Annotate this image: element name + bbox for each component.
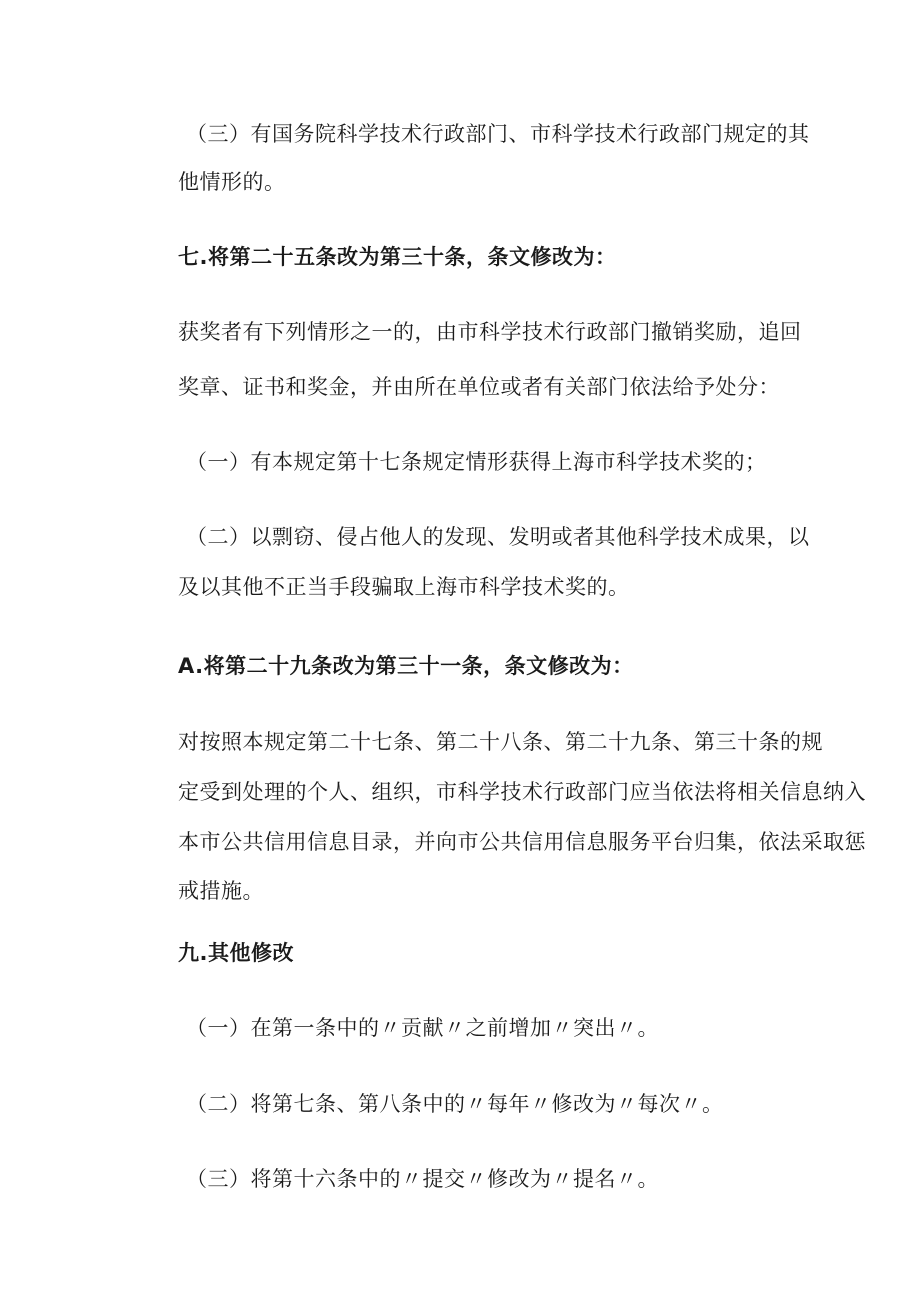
paragraph-line: 本市公共信用信息目录，并向市公共信用信息服务平台归集，依法采取惩 <box>178 830 866 854</box>
paragraph-line: 获奖者有下列情形之一的，由市科学技术行政部门撤销奖励，追回 <box>178 320 802 344</box>
paragraph-line: 对按照本规定第二十七条、第二十八条、第二十九条、第三十条的规 <box>178 730 823 754</box>
list-item: （一）在第一条中的〃贡献〃之前增加〃突出〃。 <box>186 1016 659 1040</box>
paragraph-line: 定受到处理的个人、组织，市科学技术行政部门应当依法将相关信息纳入 <box>178 780 866 804</box>
paragraph-line: 戒措施。 <box>178 879 264 903</box>
section-heading-8: A.将第二十九条改为第三十一条，条文修改为： <box>178 654 634 678</box>
list-item: （一）有本规定第十七条规定情形获得上海市科学技术奖的； <box>186 450 767 474</box>
paragraph-line: （三）有国务院科学技术行政部门、市科学技术行政部门规定的其 <box>186 122 810 146</box>
paragraph-line: 他情形的。 <box>178 170 286 194</box>
list-item: （二）将第七条、第八条中的〃每年〃修改为〃每次〃。 <box>186 1092 724 1116</box>
paragraph-line: （二）以剽窃、侵占他人的发现、发明或者其他科学技术成果，以 <box>186 525 810 549</box>
list-item: （三）将第十六条中的〃提交〃修改为〃提名〃。 <box>186 1167 659 1191</box>
paragraph-line: 奖章、证书和奖金，并由所在单位或者有关部门依法给予处分： <box>178 375 780 399</box>
section-heading-7: 七.将第二十五条改为第三十条，条文修改为： <box>178 245 617 269</box>
section-heading-9: 九.其他修改 <box>178 941 294 965</box>
paragraph-line: 及以其他不正当手段骗取上海市科学技术奖的。 <box>178 575 630 599</box>
